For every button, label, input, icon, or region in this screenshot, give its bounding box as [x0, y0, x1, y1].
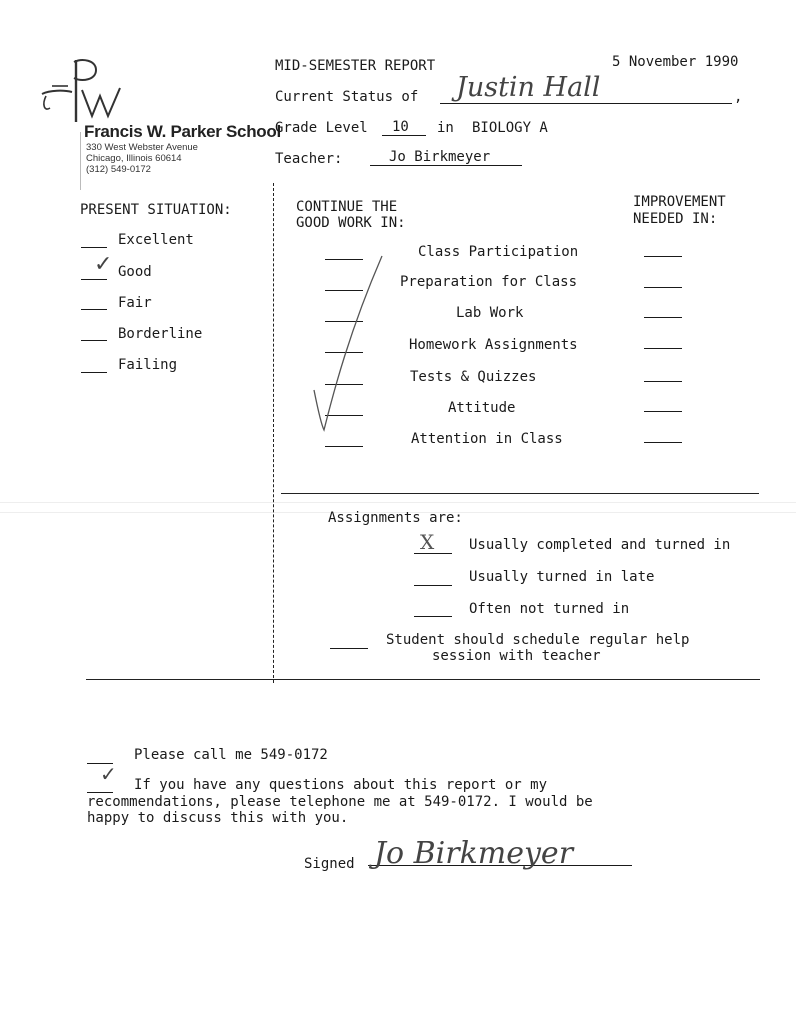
- situation-blank-fair: [81, 309, 107, 310]
- help-session-blank: [330, 648, 368, 649]
- improve-blank-tests: [644, 381, 682, 382]
- continue-heading-line1: CONTINUE THE: [296, 199, 398, 215]
- school-address-line2: Chicago, Illinois 60614: [86, 153, 182, 164]
- teacher-name: Jo Birkmeyer: [389, 149, 491, 165]
- work-item-tests-quizzes: Tests & Quizzes: [410, 369, 537, 385]
- assignment-option-late: Usually turned in late: [469, 569, 655, 585]
- situation-option-excellent: Excellent: [118, 232, 194, 248]
- situation-blank-borderline: [81, 340, 107, 341]
- improve-blank-participation: [644, 256, 682, 257]
- questions-text-line2: recommendations, please telephone me at 549-0172. I would be: [87, 794, 593, 810]
- improvement-heading-line2: NEEDED IN:: [633, 211, 718, 227]
- column-divider: [273, 183, 274, 683]
- situation-option-borderline: Borderline: [118, 326, 203, 342]
- current-status-label: Current Status of: [275, 89, 419, 105]
- in-label: in: [437, 120, 454, 136]
- work-item-lab-work: Lab Work: [456, 305, 524, 321]
- continue-blank-attention: [325, 446, 363, 447]
- questions-blank: [87, 792, 113, 793]
- improve-blank-homework: [644, 348, 682, 349]
- help-session-line1: Student should schedule regular help: [386, 632, 690, 648]
- assignment-blank-not-turned-in: [414, 616, 452, 617]
- report-title: MID-SEMESTER REPORT: [275, 58, 436, 74]
- continue-heading-line2: GOOD WORK IN:: [296, 215, 406, 231]
- questions-text-line3: happy to discuss this with you.: [87, 810, 349, 826]
- logo-monogram-icon: [38, 56, 128, 126]
- check-mark-icon: ✓: [94, 252, 113, 277]
- situation-option-good: Good: [118, 264, 152, 280]
- school-name: Francis W. Parker School: [84, 122, 281, 141]
- grade-level-value: 10: [392, 119, 409, 135]
- situation-option-fair: Fair: [118, 295, 152, 311]
- assignment-option-completed: Usually completed and turned in: [469, 537, 731, 553]
- teacher-label: Teacher:: [275, 151, 343, 167]
- assignment-blank-late: [414, 585, 452, 586]
- signature-handwritten: Jo Birkmeyer: [374, 836, 574, 871]
- situation-blank-failing: [81, 372, 107, 373]
- improve-blank-lab-work: [644, 317, 682, 318]
- signed-label: Signed: [304, 856, 355, 872]
- help-session-line2: session with teacher: [432, 648, 601, 664]
- teacher-line: [370, 165, 522, 166]
- improve-blank-preparation: [644, 287, 682, 288]
- student-name-line: [440, 103, 732, 104]
- work-item-preparation: Preparation for Class: [400, 274, 578, 290]
- work-item-class-participation: Class Participation: [418, 244, 579, 260]
- situation-blank-excellent: [81, 247, 107, 248]
- course-name: BIOLOGY A: [472, 120, 548, 136]
- large-check-mark-icon: [308, 250, 388, 435]
- call-me-text: Please call me 549-0172: [134, 747, 328, 763]
- work-item-attention: Attention in Class: [411, 431, 563, 447]
- work-item-attitude: Attitude: [448, 400, 516, 416]
- student-name-handwritten: Justin Hall: [456, 72, 601, 103]
- school-address-line1: 330 West Webster Avenue: [86, 142, 198, 153]
- situation-option-failing: Failing: [118, 357, 178, 373]
- footer-divider: [86, 679, 760, 680]
- school-logo: [38, 56, 128, 126]
- assignments-divider: [281, 493, 759, 494]
- x-mark-icon: X: [420, 530, 435, 554]
- status-comma: ,: [734, 89, 743, 105]
- grade-level-line: [382, 135, 426, 136]
- improve-blank-attitude: [644, 411, 682, 412]
- logo-divider: [80, 132, 81, 190]
- questions-text-line1: If you have any questions about this report or my: [134, 777, 548, 793]
- present-situation-heading: PRESENT SITUATION:: [80, 202, 232, 218]
- situation-blank-good: [81, 279, 107, 280]
- grade-level-label: Grade Level: [275, 120, 368, 136]
- assignments-heading: Assignments are:: [328, 510, 463, 526]
- check-mark-icon: ✓: [100, 762, 117, 786]
- improve-blank-attention: [644, 442, 682, 443]
- report-date: 5 November 1990: [612, 54, 739, 70]
- assignment-option-not-turned-in: Often not turned in: [469, 601, 630, 617]
- school-phone: (312) 549-0172: [86, 164, 151, 175]
- work-item-homework: Homework Assignments: [409, 337, 578, 353]
- fold-line: [0, 502, 796, 503]
- improvement-heading-line1: IMPROVEMENT: [633, 194, 726, 210]
